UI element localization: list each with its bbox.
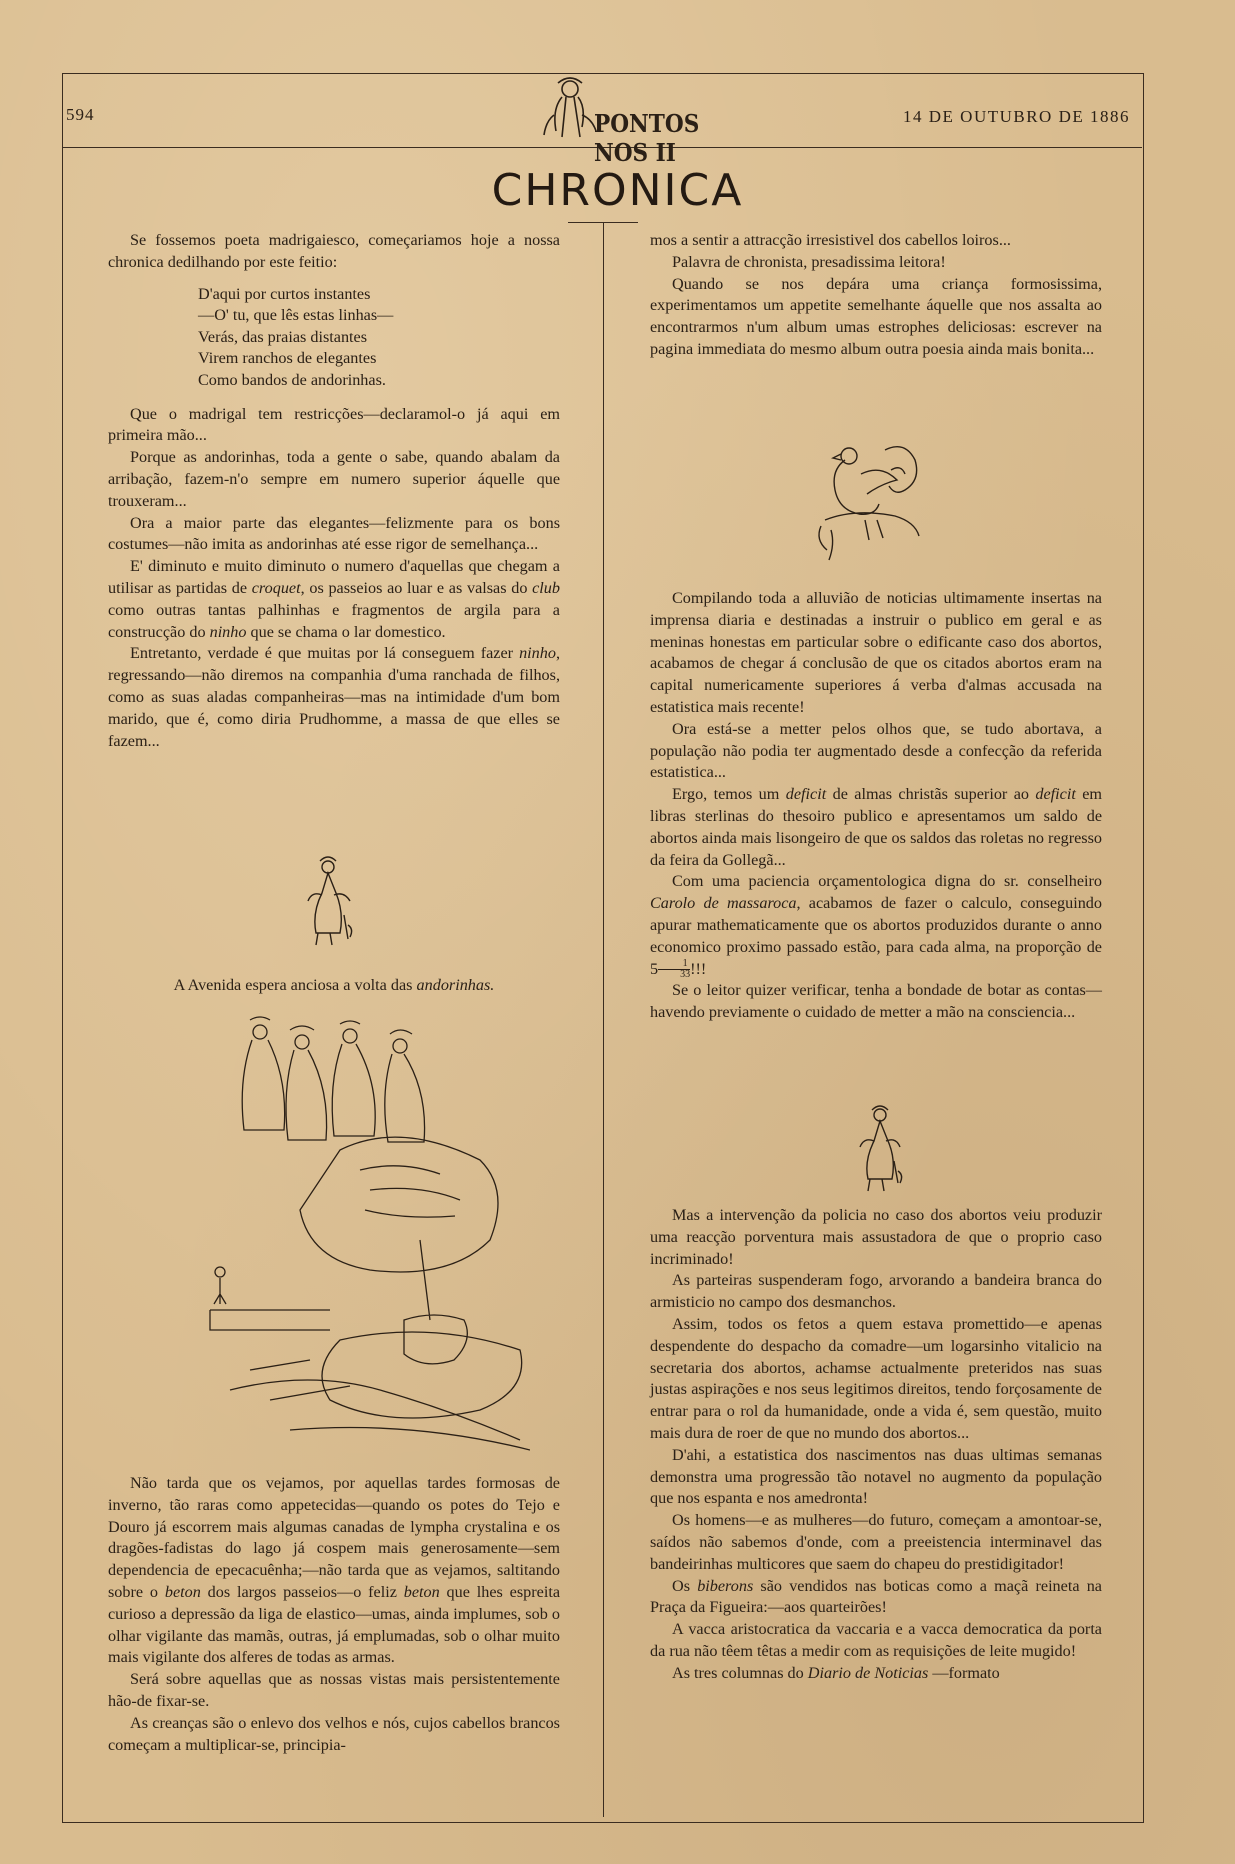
paragraph: Os homens—e as mulheres—do futuro, começam a amontoar-se, saídos não sabemos d'onde, com a preeistencia interminavel das bandeirinhas multicores que saem do chapeu do prestidigitador! (650, 1511, 1102, 1573)
page-header (62, 73, 1142, 167)
paragraph: As tres columnas do Diario de Noticias —formato (672, 1663, 1000, 1682)
paragraph: Com uma paciencia orçamentologica digna do sr. conselheiro Carolo de massaroca, acabamos de fazer o calculo, conseguindo apurar mathematicamente que os abortos produzidos durante o anno economico proximo passado estão, para cada alma, na proporção de 5 $\frac{1}{33}$ !!! (650, 872, 1102, 981)
paragraph: Não tarda que os vejamos, por aquellas tardes formosas de inverno, tão raras como appetecidas—quando os potes do Tejo e Douro já escorrem mais algumas canadas de lympha crystalina e os dragões-fadistas do lago já cospem mais generosamente—sem dependencia de epecacuênha;—não tarda que as vejamos, saltitando sobre o beton dos largos passeios—o feliz beton que lhes espreita curioso a depressão da liga de elastico—umas, ainda implumes, sob o olhar vigilante das mamãs, outras, já emplumadas, sob o olhar muito mais vigilante dos alferes de todas as armas. (108, 1474, 561, 1667)
paragraph: Ora a maior parte das elegantes—felizmente para os bons costumes—não imita as andorinhas até esse rigor de semelhança... (108, 513, 560, 554)
parrot-illustration (805, 430, 925, 570)
page-number: 594 (66, 105, 95, 124)
avenue-fountain-illustration (190, 1010, 530, 1455)
paragraph: Ora está-se a metter pelos olhos que, se tudo abortava, a população não podia ter augmentado desde a confecção da referida estatistica... (650, 719, 1102, 782)
lady-figure-illustration (300, 855, 360, 955)
issue-date: 14 DE OUTUBRO DE 1886 (903, 107, 1130, 126)
left-column-bottom (108, 1473, 560, 1756)
masthead-title: PONTOS NOS II (594, 109, 700, 167)
masthead-logo (532, 75, 732, 167)
fraction: $\frac{1}{33}$ (658, 959, 690, 980)
paragraph: D'ahi, a estatistica dos nascimentos nas duas ultimas semanas demonstra uma progressão tão notavel no augmento da população que nos espanta e nos amedronta! (650, 1445, 1102, 1508)
left-column-top (108, 230, 560, 752)
right-column-top (650, 230, 1102, 361)
verse-line: D'aqui por curtos instantes (198, 284, 371, 303)
lady-figure-illustration-right (850, 1105, 910, 1200)
paragraph: Quando se nos depára uma criança formosissima, experimentamos um appetite semelhante áquelle que nos assalta ao encontrarmos n'um album umas estrophes deliciosas: escrever na pagina immediata do mesmo album outra poesia ainda mais bonita... (650, 274, 1102, 358)
paragraph: Compilando toda a alluvião de noticias ultimamente insertas na imprensa diaria e destinadas a instruir o publico em geral e as meninas honestas em particular sobre o edificante caso dos abortos, acabamos de chegar á conclusão de que os citados abortos eram na capital numericamente superiores á verba d'almas accusada na estatistica mais recente! (650, 589, 1102, 716)
verse-line: Virem ranchos de elegantes (198, 349, 377, 368)
verse-line: Verás, das praias distantes (198, 327, 368, 346)
paragraph: Que o madrigal tem restricções—declaramol-o já aqui em primeira mão... (108, 404, 560, 445)
paragraph: As parteiras suspenderam fogo, arvorando a bandeira branca do armisticio no campo dos desmanchos. (650, 1271, 1102, 1312)
right-column-middle (650, 588, 1102, 1024)
verse-line: —O' tu, que lês estas linhas— (198, 306, 394, 325)
right-column-bottom (650, 1205, 1102, 1685)
paragraph: mos a sentir a attracção irresistivel dos cabellos loiros... (650, 231, 1011, 249)
verse-line: Como bandos de andorinhas. (198, 370, 386, 389)
paragraph: Palavra de chronista, presadissima leitora! (672, 252, 946, 271)
paragraph: As creanças são o enlevo dos velhos e nós, cujos cabellos brancos começam a multiplicar-se, principia- (108, 1713, 560, 1754)
paragraph: Será sobre aquellas que as nossas vistas mais persistentemente hão-de fixar-se. (108, 1670, 560, 1710)
paragraph: Porque as andorinhas, toda a gente o sabe, quando abalam da arribação, fazem-n'o sempre em numero superior áquelle que trouxeram... (108, 448, 560, 510)
paragraph: Os biberons são vendidos nas boticas como a maçã reineta na Praça da Figueira:—aos quarteirões! (650, 1576, 1102, 1617)
paragraph: Ergo, temos um deficit de almas christãs superior ao deficit em libras sterlinas do thesoiro publico e apresentamos um saldo de abortos ainda mais lisongeiro de que os saldos das roletas no regresso da feira da Gollegã... (650, 785, 1102, 869)
section-title: CHRONICA (491, 165, 744, 216)
paragraph: Mas a intervenção da policia no caso dos abortos veiu produzir uma reacção porventura mais assustadora de que o proprio caso incriminado! (650, 1206, 1102, 1268)
paragraph: Se o leitor quizer verificar, tenha a bondade de botar as contas—havendo previamente o cuidado de metter a mão na consciencia... (650, 981, 1102, 1022)
paragraph: A vacca aristocratica da vaccaria e a vacca democratica da porta da rua não têem têtas a medir com as requisições de leite mugido! (650, 1620, 1102, 1660)
intro-paragraph: Se fossemos poeta madrigaiesco, começariamos hoje a nossa chronica dedilhando por este feitio: (108, 231, 560, 271)
poem-verse (198, 284, 560, 392)
paragraph: Assim, todos os fetos a quem estava promettido—e apenas despendente do despacho da comadre—um logarsinho vitalicio na secretaria dos abortos, achamse actualmente preteridos nas suas justas aspirações e nos seus legitimos direitos, tendo forçosamente de entrar para o rol da humanidade, onde a vida é, sem questão, muito mais dura de roer de que no mundo dos abortos... (650, 1314, 1102, 1442)
column-divider (603, 222, 604, 1817)
paragraph: E' diminuto e muito diminuto o numero d'aquellas que chegam a utilisar as partidas de croquet, os passeios ao luar e as valsas do club como outras tantas palhinhas e fragmentos de argila para a construcção do ninho que se chama o lar domestico. (108, 557, 560, 641)
paragraph: Entretanto, verdade é que muitas por lá conseguem fazer ninho, regressando—não diremos na companhia d'uma ranchada de filhos, como as suas aladas companheiras—mas na intimidade d'um bom marido, que é, como diria Prudhomme, a massa de que elles se fazem... (108, 644, 560, 750)
illustration-caption: A Avenida espera anciosa a volta das andorinhas. (173, 976, 495, 994)
